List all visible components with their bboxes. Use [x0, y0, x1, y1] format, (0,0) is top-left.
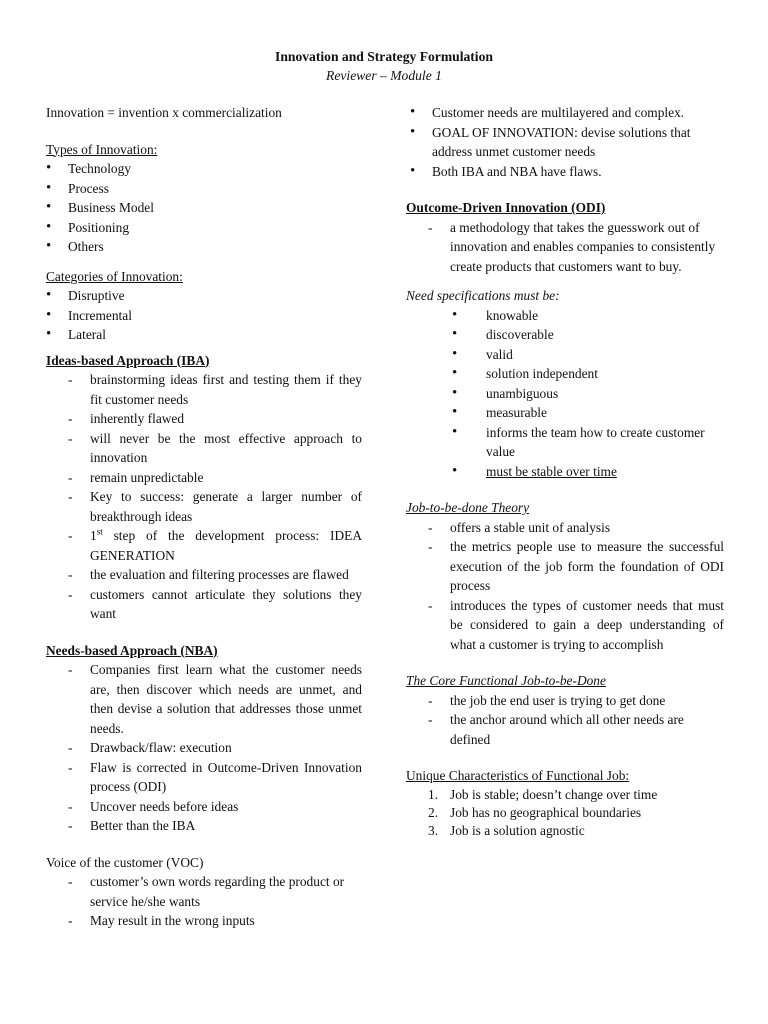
list-item: • knowable — [406, 306, 724, 326]
list-item: • valid — [406, 345, 724, 365]
document-header — [0, 47, 768, 85]
document-subtitle: Reviewer – Module 1 — [326, 68, 442, 83]
list-item: - will never be the most effective approach to innovation — [46, 429, 362, 468]
nba-list — [46, 660, 362, 836]
categories-heading: Categories of Innovation: — [46, 268, 183, 284]
list-item: - offers a stable unit of analysis — [406, 518, 724, 538]
voc-heading: Voice of the customer (VOC) — [46, 854, 204, 870]
list-item: - Flaw is corrected in Outcome-Driven Innovation process (ODI) — [46, 758, 362, 797]
iba-list — [46, 370, 362, 624]
item-text: Job is a solution agnostic — [450, 822, 585, 838]
list-item — [46, 526, 362, 565]
types-heading: Types of Innovation: — [46, 141, 158, 157]
item-number: 1. — [428, 786, 439, 802]
list-item: - Drawback/flaw: execution — [46, 738, 362, 758]
list-item: • solution independent — [406, 364, 724, 384]
list-item: - inherently flawed — [46, 409, 362, 429]
list-item: - customer’s own words regarding the product or service he/she wants — [46, 872, 362, 911]
jtbd-heading: Job-to-be-done Theory — [406, 500, 530, 515]
left-column — [46, 103, 362, 931]
summary-list — [406, 103, 724, 181]
item-text: Job has no geographical boundaries — [450, 804, 642, 820]
list-item — [406, 822, 724, 840]
need-spec-heading: Need specifications must be: — [406, 288, 560, 303]
list-item: • Process — [46, 179, 362, 199]
item-number: 2. — [428, 804, 439, 820]
list-item: - the metrics people use to measure the successful execution of the job form the foundation of ODI process — [406, 537, 724, 596]
need-spec-list — [406, 306, 724, 482]
step-number: 1 — [90, 528, 97, 543]
list-item: • GOAL OF INNOVATION: devise solutions that address unmet customer needs — [406, 123, 724, 162]
list-item: • Technology — [46, 159, 362, 179]
list-item: • discoverable — [406, 325, 724, 345]
list-item: - introduces the types of customer needs that must be considered to gain a deep understanding of what a customer is trying to accomplish — [406, 596, 724, 655]
step-text: step of the development process: IDEA GENERATION — [90, 528, 362, 563]
list-item: • Both IBA and NBA have flaws. — [406, 162, 724, 182]
list-item: • Customer needs are multilayered and complex. — [406, 103, 724, 123]
list-item: - May result in the wrong inputs — [46, 911, 362, 931]
list-item: • Disruptive — [46, 286, 362, 306]
list-item: - Companies first learn what the customer needs are, then discover which needs are unmet, and then devise a solution that addresses those unmet needs. — [46, 660, 362, 738]
unique-characteristics-list — [406, 786, 724, 840]
list-item: • Positioning — [46, 218, 362, 238]
core-job-list — [406, 691, 724, 750]
list-item: - remain unpredictable — [46, 468, 362, 488]
list-item: • Business Model — [46, 198, 362, 218]
list-item: - the anchor around which all other needs are defined — [406, 710, 724, 749]
list-item: • informs the team how to create customer value — [406, 423, 724, 462]
list-item — [406, 462, 724, 482]
types-list — [46, 159, 362, 257]
right-column — [406, 103, 724, 840]
list-item: • Incremental — [46, 306, 362, 326]
list-item: - a methodology that takes the guesswork out of innovation and enables companies to consistently create products that customers want to buy. — [406, 218, 724, 277]
list-item: • unambiguous — [406, 384, 724, 404]
list-item: • measurable — [406, 403, 724, 423]
list-item: - customers cannot articulate they solutions they want — [46, 585, 362, 624]
item-text: Job is stable; doesn’t change over time — [450, 786, 658, 802]
list-item — [406, 786, 724, 804]
list-item: • Others — [46, 237, 362, 257]
stable-requirement: must be stable over time — [486, 463, 617, 479]
list-item: - the job the end user is trying to get done — [406, 691, 724, 711]
document-title: Innovation and Strategy Formulation — [275, 49, 493, 64]
voc-list — [46, 872, 362, 931]
unique-characteristics-heading: Unique Characteristics of Functional Job: — [406, 768, 630, 783]
list-item: - the evaluation and filtering processes are flawed — [46, 565, 362, 585]
step-ordinal: st — [96, 526, 103, 537]
innovation-formula: Innovation = invention x commercialization — [46, 105, 282, 120]
list-item: - Key to success: generate a larger number of breakthrough ideas — [46, 487, 362, 526]
jtbd-list — [406, 518, 724, 655]
categories-list — [46, 286, 362, 345]
list-item: - brainstorming ideas first and testing them if they fit customer needs — [46, 370, 362, 409]
core-job-heading: The Core Functional Job-to-be-Done — [406, 673, 606, 688]
list-item: - Uncover needs before ideas — [46, 797, 362, 817]
list-item: - Better than the IBA — [46, 816, 362, 836]
list-item: • Lateral — [46, 325, 362, 345]
odi-list — [406, 218, 724, 277]
nba-heading: Needs-based Approach (NBA) — [46, 642, 218, 658]
iba-heading: Ideas-based Approach (IBA) — [46, 352, 210, 368]
item-number: 3. — [428, 822, 439, 838]
list-item — [406, 804, 724, 822]
odi-heading: Outcome-Driven Innovation (ODI) — [406, 200, 606, 215]
